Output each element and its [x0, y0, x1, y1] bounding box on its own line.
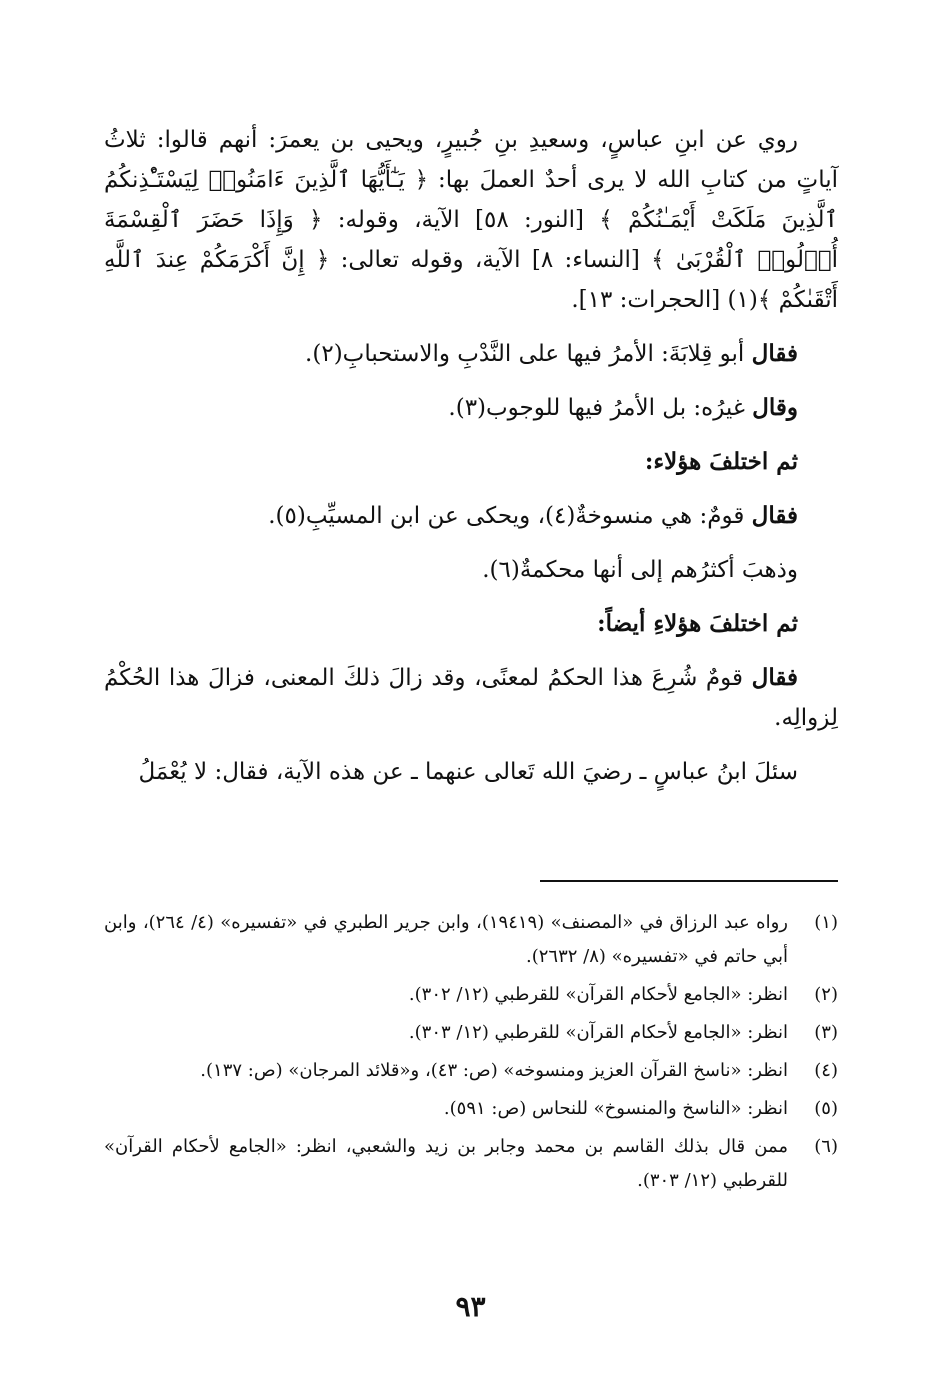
footnote-6	[104, 1130, 838, 1198]
footnote-number: (٣)	[814, 1022, 838, 1043]
paragraph-3	[104, 388, 838, 428]
page-number: ٩٣	[455, 1290, 486, 1323]
footnote-text: انظر: «الناسخ والمنسوخ» للنحاس (ص: ٥٩١).	[443, 1098, 788, 1119]
footnote-5	[104, 1092, 838, 1126]
section-heading-1-text: ثم اختلفَ هؤلاء:	[644, 448, 798, 475]
footnote-text: انظر: «ناسخ القرآن العزيز ومنسوخه» (ص: ٤٣)، و«قلائد المرجان» (ص: ١٣٧).	[200, 1060, 788, 1081]
paragraph-2-text: أبو قِلابَةَ: الأمرُ فيها على النَّدْبِ والاستحبابِ(٢).	[305, 341, 752, 367]
footnote-text: ممن قال بذلك القاسم بن محمد وجابر بن زيد والشعبي، انظر: «الجامع لأحكام القرآن» للقرطبي (١٢/ ٣٠٣).	[104, 1136, 788, 1191]
paragraph-9	[104, 752, 838, 792]
footnote-number: (٤)	[814, 1060, 838, 1081]
footnote-3	[104, 1016, 838, 1050]
paragraph-5-text: قومٌ: هي منسوخةٌ(٤)، ويحكى عن ابن المسيِّبِ(٥).	[268, 503, 752, 529]
footnote-text: انظر: «الجامع لأحكام القرآن» للقرطبي (١٢/ ٣٠٣).	[408, 1022, 788, 1043]
paragraph-1-text: روي عن ابنِ عباسٍ، وسعيدِ بنِ جُبيرٍ، ويحيى بن يعمرَ: أنهم قالوا: ثلاثُ آياتٍ من كتابِ الله لا يرى أحدٌ العملَ بها: ﴿ يَـٰٓأَيُّهَا ٱلَّذِينَ ءَامَنُوا۟ لِيَسْتَـْٔذِنكُمُ ٱلَّذِينَ مَلَكَتْ أَيْمَـٰنُكُمْ ﴾ [النور: ٥٨] الآية، وقوله: ﴿ وَإِذَا حَضَرَ ٱلْقِسْمَةَ أُو۟لُوا۟ ٱلْقُرْبَىٰ ﴾ [النساء: ٨] الآية، وقوله تعالى: ﴿ إِنَّ أَكْرَمَكُمْ عِندَ ٱللَّهِ أَتْقَىٰكُمْ ﴾(١) [الحجرات: ١٣].	[104, 127, 838, 313]
paragraph-6-text: وذهبَ أكثرُهم إلى أنها محكمةٌ(٦).	[482, 557, 798, 583]
paragraph-9-text: سئلَ ابنُ عباسٍ ـ رضيَ الله تَعالى عنهما ـ عن هذه الآية، فقال: لا يُعْمَلُ	[138, 759, 798, 785]
footnote-2	[104, 978, 838, 1012]
paragraph-5	[104, 496, 838, 536]
paragraph-8-text: قومٌ شُرِعَ هذا الحكمُ لمعنًى، وقد زالَ ذلكَ المعنى، فزالَ هذا الحُكْمُ لِزوالِه.	[104, 665, 838, 731]
footnote-number: (٥)	[814, 1098, 838, 1119]
paragraph-8-lead: فقال	[751, 664, 798, 691]
footnote-number: (٦)	[814, 1136, 838, 1157]
footnote-number: (٢)	[814, 984, 838, 1005]
footnote-4	[104, 1054, 838, 1088]
section-heading-1	[104, 442, 838, 482]
footnotes	[104, 906, 838, 1202]
main-text	[104, 120, 838, 806]
paragraph-2	[104, 334, 838, 374]
paragraph-8	[104, 658, 838, 738]
footnote-separator	[540, 880, 838, 882]
paragraph-3-text: غيرُه: بل الأمرُ فيها للوجوب(٣).	[448, 395, 753, 421]
section-heading-2	[104, 604, 838, 644]
footnote-number: (١)	[814, 912, 838, 933]
paragraph-1	[104, 120, 838, 320]
paragraph-3-lead: وقال	[752, 394, 798, 421]
section-heading-2-text: ثم اختلفَ هؤلاءِ أيضاً:	[597, 610, 798, 637]
paragraph-6	[104, 550, 838, 590]
paragraph-5-lead: فقال	[751, 502, 798, 529]
footnote-text: انظر: «الجامع لأحكام القرآن» للقرطبي (١٢/ ٣٠٢).	[408, 984, 788, 1005]
paragraph-2-lead: فقال	[751, 340, 798, 367]
footnote-text: رواه عبد الرزاق في «المصنف» (١٩٤١٩)، وابن جرير الطبري في «تفسيره» (٤/ ٢٦٤)، وابن أبي حاتم في «تفسيره» (٨/ ٢٦٣٢).	[104, 912, 788, 967]
footnote-1	[104, 906, 838, 974]
